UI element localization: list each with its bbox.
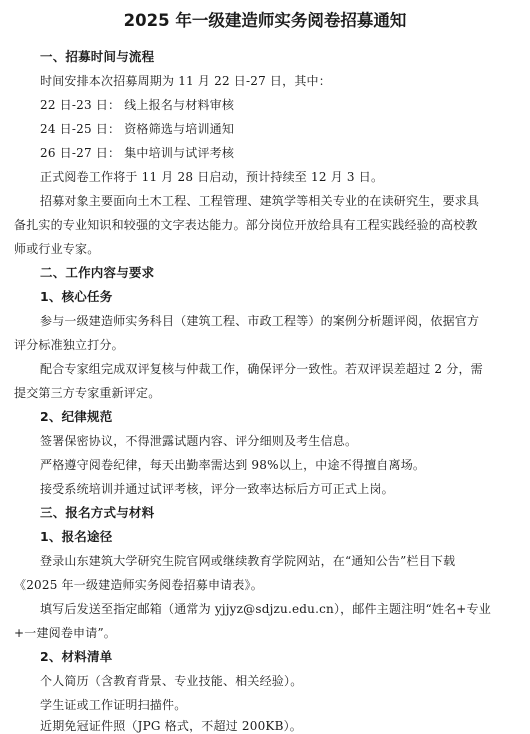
paragraph-line: 时间安排本次招募周期为 11 月 22 日-27 日，其中： — [40, 74, 331, 88]
paragraph-line: 参与一级建造师实务科目（建筑工程、市政工程等）的案例分析题评阅，依据官方 — [40, 314, 480, 328]
section-heading-recruitment-time: 一、招募时间与流程 — [40, 49, 155, 64]
subsection-heading-materials: 2、材料清单 — [40, 649, 113, 664]
subsection-heading-discipline: 2、纪律规范 — [40, 409, 113, 424]
section-heading-registration: 三、报名方式与材料 — [40, 505, 155, 520]
list-item: 个人简历（含教育背景、专业技能、相关经验）。 — [40, 674, 303, 688]
schedule-item: 26 日-27 日： 集中培训与试评考核 — [40, 146, 235, 160]
document-title: 2025 年一级建造师实务阅卷招募通知 — [123, 11, 407, 30]
schedule-item: 24 日-25 日： 资格筛选与培训通知 — [40, 122, 235, 136]
schedule-item: 22 日-23 日： 线上报名与材料审核 — [40, 98, 235, 112]
paragraph-line: 接受系统培训并通过试评考核，评分一致率达标后方可正式上岗。 — [40, 482, 394, 496]
paragraph-line: 登录山东建筑大学研究生院官网或继续教育学院网站，在“通知公告”栏目下载 — [40, 554, 456, 568]
paragraph-line: 正式阅卷工作将于 11 月 28 日启动，预计持续至 12 月 3 日。 — [40, 170, 384, 184]
subsection-heading-channel: 1、报名途径 — [40, 529, 113, 544]
paragraph-line: 师或行业专家。 — [14, 242, 100, 256]
subsection-heading-core-tasks: 1、核心任务 — [40, 289, 113, 304]
section-heading-work-content: 二、工作内容与要求 — [40, 265, 155, 280]
paragraph-line: 招募对象主要面向土木工程、工程管理、建筑学等相关专业的在读研究生，要求具 — [40, 194, 480, 208]
paragraph-line: 提交第三方专家重新评定。 — [14, 386, 161, 400]
paragraph-line: 配合专家组完成双评复核与仲裁工作，确保评分一致性。若双评误差超过 2 分，需 — [40, 362, 483, 376]
paragraph-line: 签署保密协议，不得泄露试题内容、评分细则及考生信息。 — [40, 434, 358, 448]
paragraph-line: 严格遵守阅卷纪律，每天出勤率需达到 98%以上，中途不得擅自离场。 — [40, 458, 426, 472]
list-item: 近期免冠证件照（JPG 格式，不超过 200KB）。 — [40, 719, 302, 733]
paragraph-line: 评分标准独立打分。 — [14, 338, 124, 352]
list-item: 学生证或工作证明扫描件。 — [40, 698, 187, 712]
paragraph-line: +一建阅卷申请”。 — [14, 626, 116, 640]
paragraph-line: 备扎实的专业知识和较强的文字表达能力。部分岗位开放给具有工程实践经验的高校教 — [14, 218, 478, 232]
paragraph-line: 《2025 年一级建造师实务阅卷招募申请表》。 — [14, 578, 263, 592]
paragraph-line: 填写后发送至指定邮箱（通常为 yjjyz@sdjzu.edu.cn），邮件主题注明“姓名+专业 — [40, 602, 491, 616]
